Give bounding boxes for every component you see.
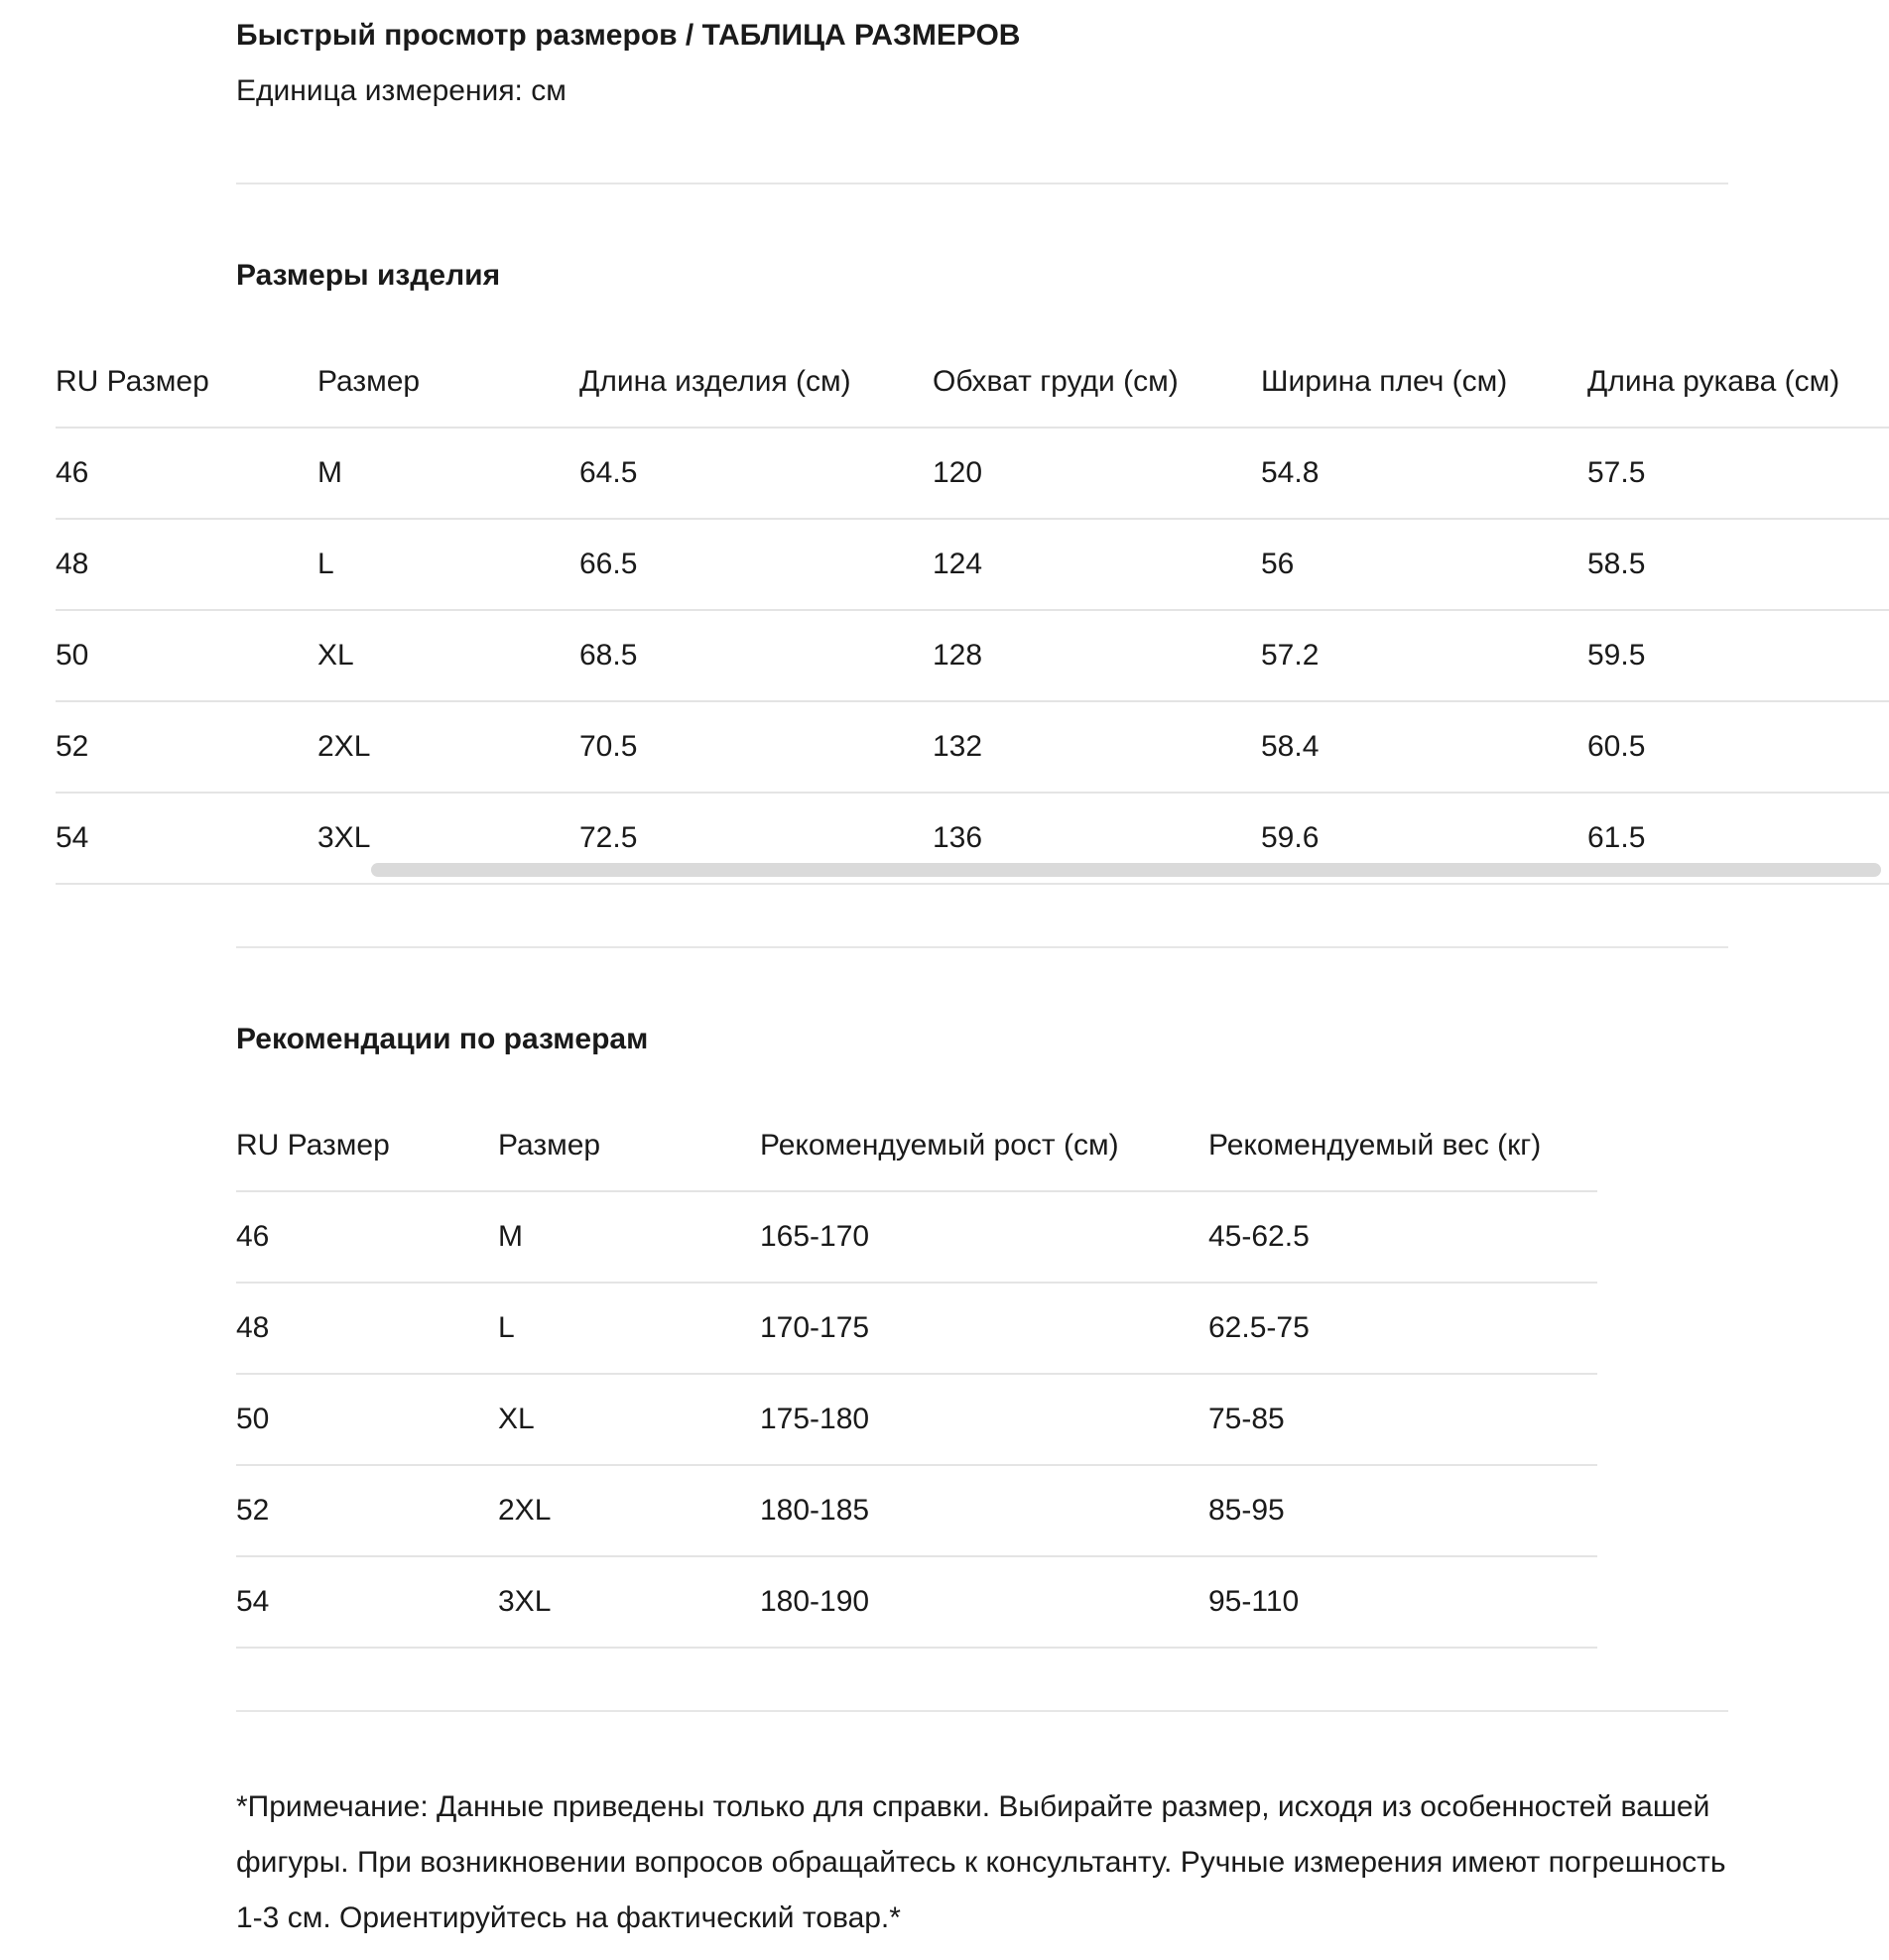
table-cell: 54.8 [1261,428,1587,519]
table-cell: 165-170 [760,1191,1208,1283]
table-cell: 66.5 [579,519,933,610]
table-cell: 59.6 [1261,793,1587,884]
divider [236,946,1728,948]
table-cell: 62.5-75 [1208,1283,1597,1374]
table-row [56,610,1889,701]
table-header-row [236,1101,1597,1191]
table-cell: 48 [236,1283,498,1374]
table-cell: 68.5 [579,610,933,701]
table-cell: 54 [56,793,317,884]
column-header: Обхват груди (см) [933,337,1261,428]
recommendations-title: Рекомендации по размерам [236,1023,649,1055]
table-cell: 56 [1261,519,1587,610]
table-cell: 124 [933,519,1261,610]
table-cell: 60.5 [1587,701,1889,793]
table-cell: 46 [56,428,317,519]
table-cell: 61.5 [1587,793,1889,884]
table-header-row [56,337,1889,428]
table-row [56,519,1889,610]
table-cell: 57.2 [1261,610,1587,701]
table-cell: M [317,428,579,519]
column-header: RU Размер [56,337,317,428]
table-cell: XL [498,1374,760,1465]
disclaimer-note: *Примечание: Данные приведены только для справки. Выбирайте размер, исходя из особенностей вашей фигуры. При возникновении вопросов обращайтесь к консультанту. Ручные измерения имеют погрешность 1-3 см. Ориентируйтесь на фактический товар.* [236,1790,1726,1934]
table-cell: L [317,519,579,610]
table-cell: 50 [56,610,317,701]
divider [236,1710,1728,1712]
table-row [236,1191,1597,1283]
table-cell: 54 [236,1556,498,1648]
table-cell: 48 [56,519,317,610]
product-sizes-title: Размеры изделия [236,259,501,292]
table-cell: 52 [56,701,317,793]
table-cell: 70.5 [579,701,933,793]
table-row [236,1556,1597,1648]
table-cell: 57.5 [1587,428,1889,519]
table-cell: 45-62.5 [1208,1191,1597,1283]
product-sizes-table [56,337,1889,885]
table-row [56,701,1889,793]
table-cell: 136 [933,793,1261,884]
column-header: RU Размер [236,1101,498,1191]
table-cell: 64.5 [579,428,933,519]
table-cell: 128 [933,610,1261,701]
recommendations-table-wrap [236,1101,1597,1649]
column-header: Размер [317,337,579,428]
table-row [236,1283,1597,1374]
column-header: Длина рукава (см) [1587,337,1889,428]
table-cell: 175-180 [760,1374,1208,1465]
table-cell: 3XL [317,793,579,884]
table-cell: 58.4 [1261,701,1587,793]
table-cell: 120 [933,428,1261,519]
table-cell: 2XL [498,1465,760,1556]
table-cell: L [498,1283,760,1374]
table-cell: 50 [236,1374,498,1465]
column-header: Рекомендуемый вес (кг) [1208,1101,1597,1191]
table-cell: 59.5 [1587,610,1889,701]
table-cell: 3XL [498,1556,760,1648]
table-cell: 58.5 [1587,519,1889,610]
table-cell: 46 [236,1191,498,1283]
divider [236,183,1728,184]
recommendations-table [236,1101,1597,1649]
table-cell: M [498,1191,760,1283]
column-header: Рекомендуемый рост (см) [760,1101,1208,1191]
column-header: Размер [498,1101,760,1191]
table-cell: 180-190 [760,1556,1208,1648]
table-row [56,428,1889,519]
column-header: Длина изделия (см) [579,337,933,428]
horizontal-scrollbar[interactable] [371,863,1881,877]
table-row [236,1374,1597,1465]
table-cell: 85-95 [1208,1465,1597,1556]
table-cell: 52 [236,1465,498,1556]
table-cell: 132 [933,701,1261,793]
unit-label: Единица измерения: см [236,74,567,107]
product-sizes-table-scroll[interactable] [56,337,1889,885]
table-cell: 72.5 [579,793,933,884]
table-row [236,1465,1597,1556]
page-title: Быстрый просмотр размеров / ТАБЛИЦА РАЗМЕРОВ [236,19,1021,52]
table-cell: 2XL [317,701,579,793]
table-cell: 180-185 [760,1465,1208,1556]
table-cell: 75-85 [1208,1374,1597,1465]
table-cell: XL [317,610,579,701]
table-cell: 170-175 [760,1283,1208,1374]
table-cell: 95-110 [1208,1556,1597,1648]
column-header: Ширина плеч (см) [1261,337,1587,428]
